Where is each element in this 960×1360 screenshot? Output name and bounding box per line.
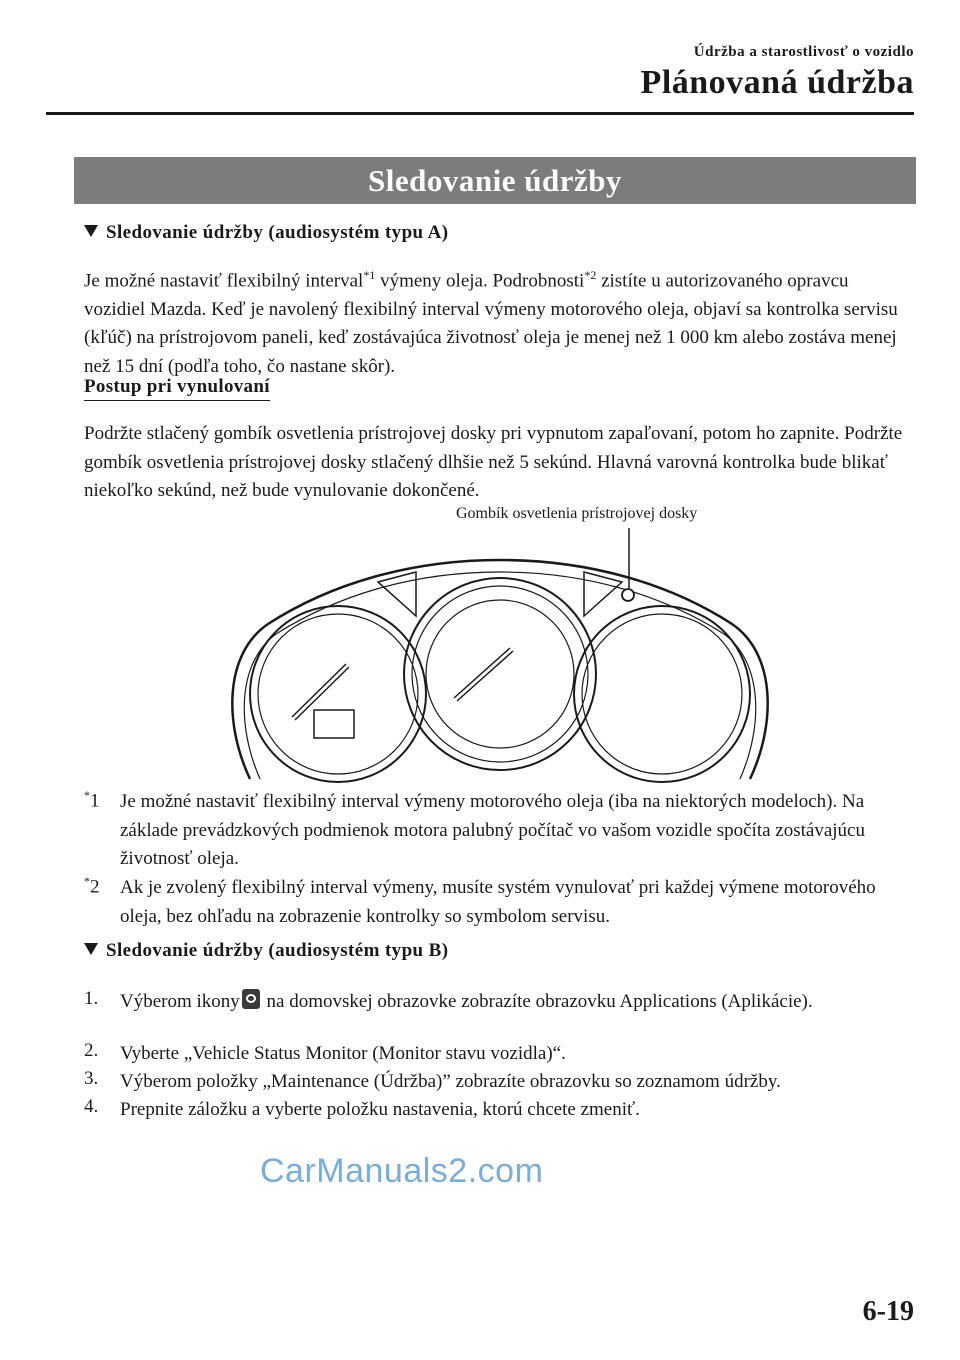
intro-text-2: výmeny oleja. Podrobnosti — [375, 270, 585, 292]
center-gauge-outer — [404, 578, 596, 770]
step-2-number: 2. — [84, 1040, 99, 1061]
reset-procedure-text: Podržte stlačený gombík osvetlenia prístrojovej dosky pri vypnutom zapaľovaní, potom ho zapnite. Podržte gombík osvetlenia prístrojovej dosky stlačený dlhšie než 5 sekúnd. Hlavná varovná kontrolka bude blikať niekoľko sekúnd, než bude vynulovanie dokončené. — [84, 423, 903, 501]
intro-paragraph — [84, 261, 914, 381]
step-3-text: Výberom položky „Maintenance (Údržba)” zobrazíte obrazovku so zoznamom údržby. — [120, 1071, 781, 1092]
footnote-2-mark: *2 — [84, 874, 100, 898]
center-gauge-ring — [412, 586, 588, 762]
header-rule — [46, 112, 914, 115]
step-1-text-b: na domovskej obrazovke zobrazíte obrazovku Applications (Aplikácie). — [261, 991, 813, 1012]
center-gauge-needle-edge — [457, 651, 513, 701]
footnote-ref-1: *1 — [363, 268, 376, 282]
reset-procedure-heading: Postup pri vynulovaní — [84, 376, 270, 401]
step-3-number: 3. — [84, 1068, 99, 1089]
footnote-ref-2: *2 — [584, 268, 597, 282]
figure-callout-label: Gombík osvetlenia prístrojovej dosky — [456, 505, 698, 522]
left-light-wedge — [378, 572, 416, 616]
heading-type-a — [84, 222, 448, 244]
left-gauge-display — [314, 710, 354, 738]
heading-type-b — [84, 940, 448, 962]
heading-type-b-text: Sledovanie údržby (audiosystém typu B) — [106, 940, 449, 961]
cluster-housing-outline — [232, 560, 767, 779]
center-gauge-needle — [454, 648, 510, 698]
step-1-number: 1. — [84, 988, 99, 1009]
triangle-bullet-icon — [84, 225, 98, 237]
footnote-1-mark: *1 — [84, 788, 100, 812]
instrument-cluster-figure — [220, 524, 780, 784]
dimmer-knob — [622, 589, 634, 601]
intro-text-1: Je možné nastaviť flexibilný interval — [84, 270, 364, 292]
step-1-text — [120, 988, 910, 1017]
step-4-text: Prepnite záložku a vyberte položku nastavenia, ktorú chcete zmeniť. — [120, 1099, 640, 1120]
triangle-bullet-icon — [84, 943, 98, 955]
left-gauge-outer — [250, 606, 426, 782]
running-header-section: Údržba a starostlivosť o vozidlo — [693, 44, 914, 60]
step-1-text-a: Výberom ikony — [120, 991, 240, 1012]
right-gauge-outer — [574, 606, 750, 782]
running-header-title: Plánovaná údržba — [640, 64, 914, 101]
left-gauge-needle — [292, 664, 346, 717]
left-gauge-needle-edge — [295, 667, 349, 720]
footnote-2-text: Ak je zvolený flexibilný interval výmeny, musíte systém vynulovať pri každej výmene motorového oleja, bez ohľadu na zobrazenie kontrolky so symbolom servisu. — [120, 877, 876, 927]
step-2-text: Vyberte „Vehicle Status Monitor (Monitor stavu vozidla)“. — [120, 1043, 566, 1064]
left-gauge-inner — [258, 614, 418, 774]
footnote-1-text: Je možné nastaviť flexibilný interval výmeny motorového oleja (iba na niektorých modeloch). Na základe prevádzkových podmienok motora palubný počítač vo vašom vozidle spočíta zostávajúcu životnosť oleja. — [120, 791, 865, 869]
right-light-wedge — [584, 572, 622, 616]
page-number: 6-19 — [862, 1296, 914, 1327]
applications-icon — [242, 989, 260, 1009]
heading-type-a-text: Sledovanie údržby (audiosystém typu A) — [106, 222, 449, 243]
watermark[interactable]: CarManuals2.com — [260, 1152, 544, 1190]
section-banner: Sledovanie údržby — [74, 157, 916, 204]
step-4-number: 4. — [84, 1096, 99, 1117]
center-gauge-inner — [426, 600, 574, 748]
right-gauge-inner — [582, 614, 742, 774]
intro-text-3: zistíte u autorizovaného opravcu vozidiel Mazda. Keď je navolený flexibilný interval výmeny motorového oleja, objaví sa kontrolka servisu (kľúč) na prístrojovom paneli, keď zostávajúca životnosť oleja je menej než 1 000 km alebo zostáva menej než 15 dní (podľa toho, čo nastane skôr). — [84, 270, 898, 377]
